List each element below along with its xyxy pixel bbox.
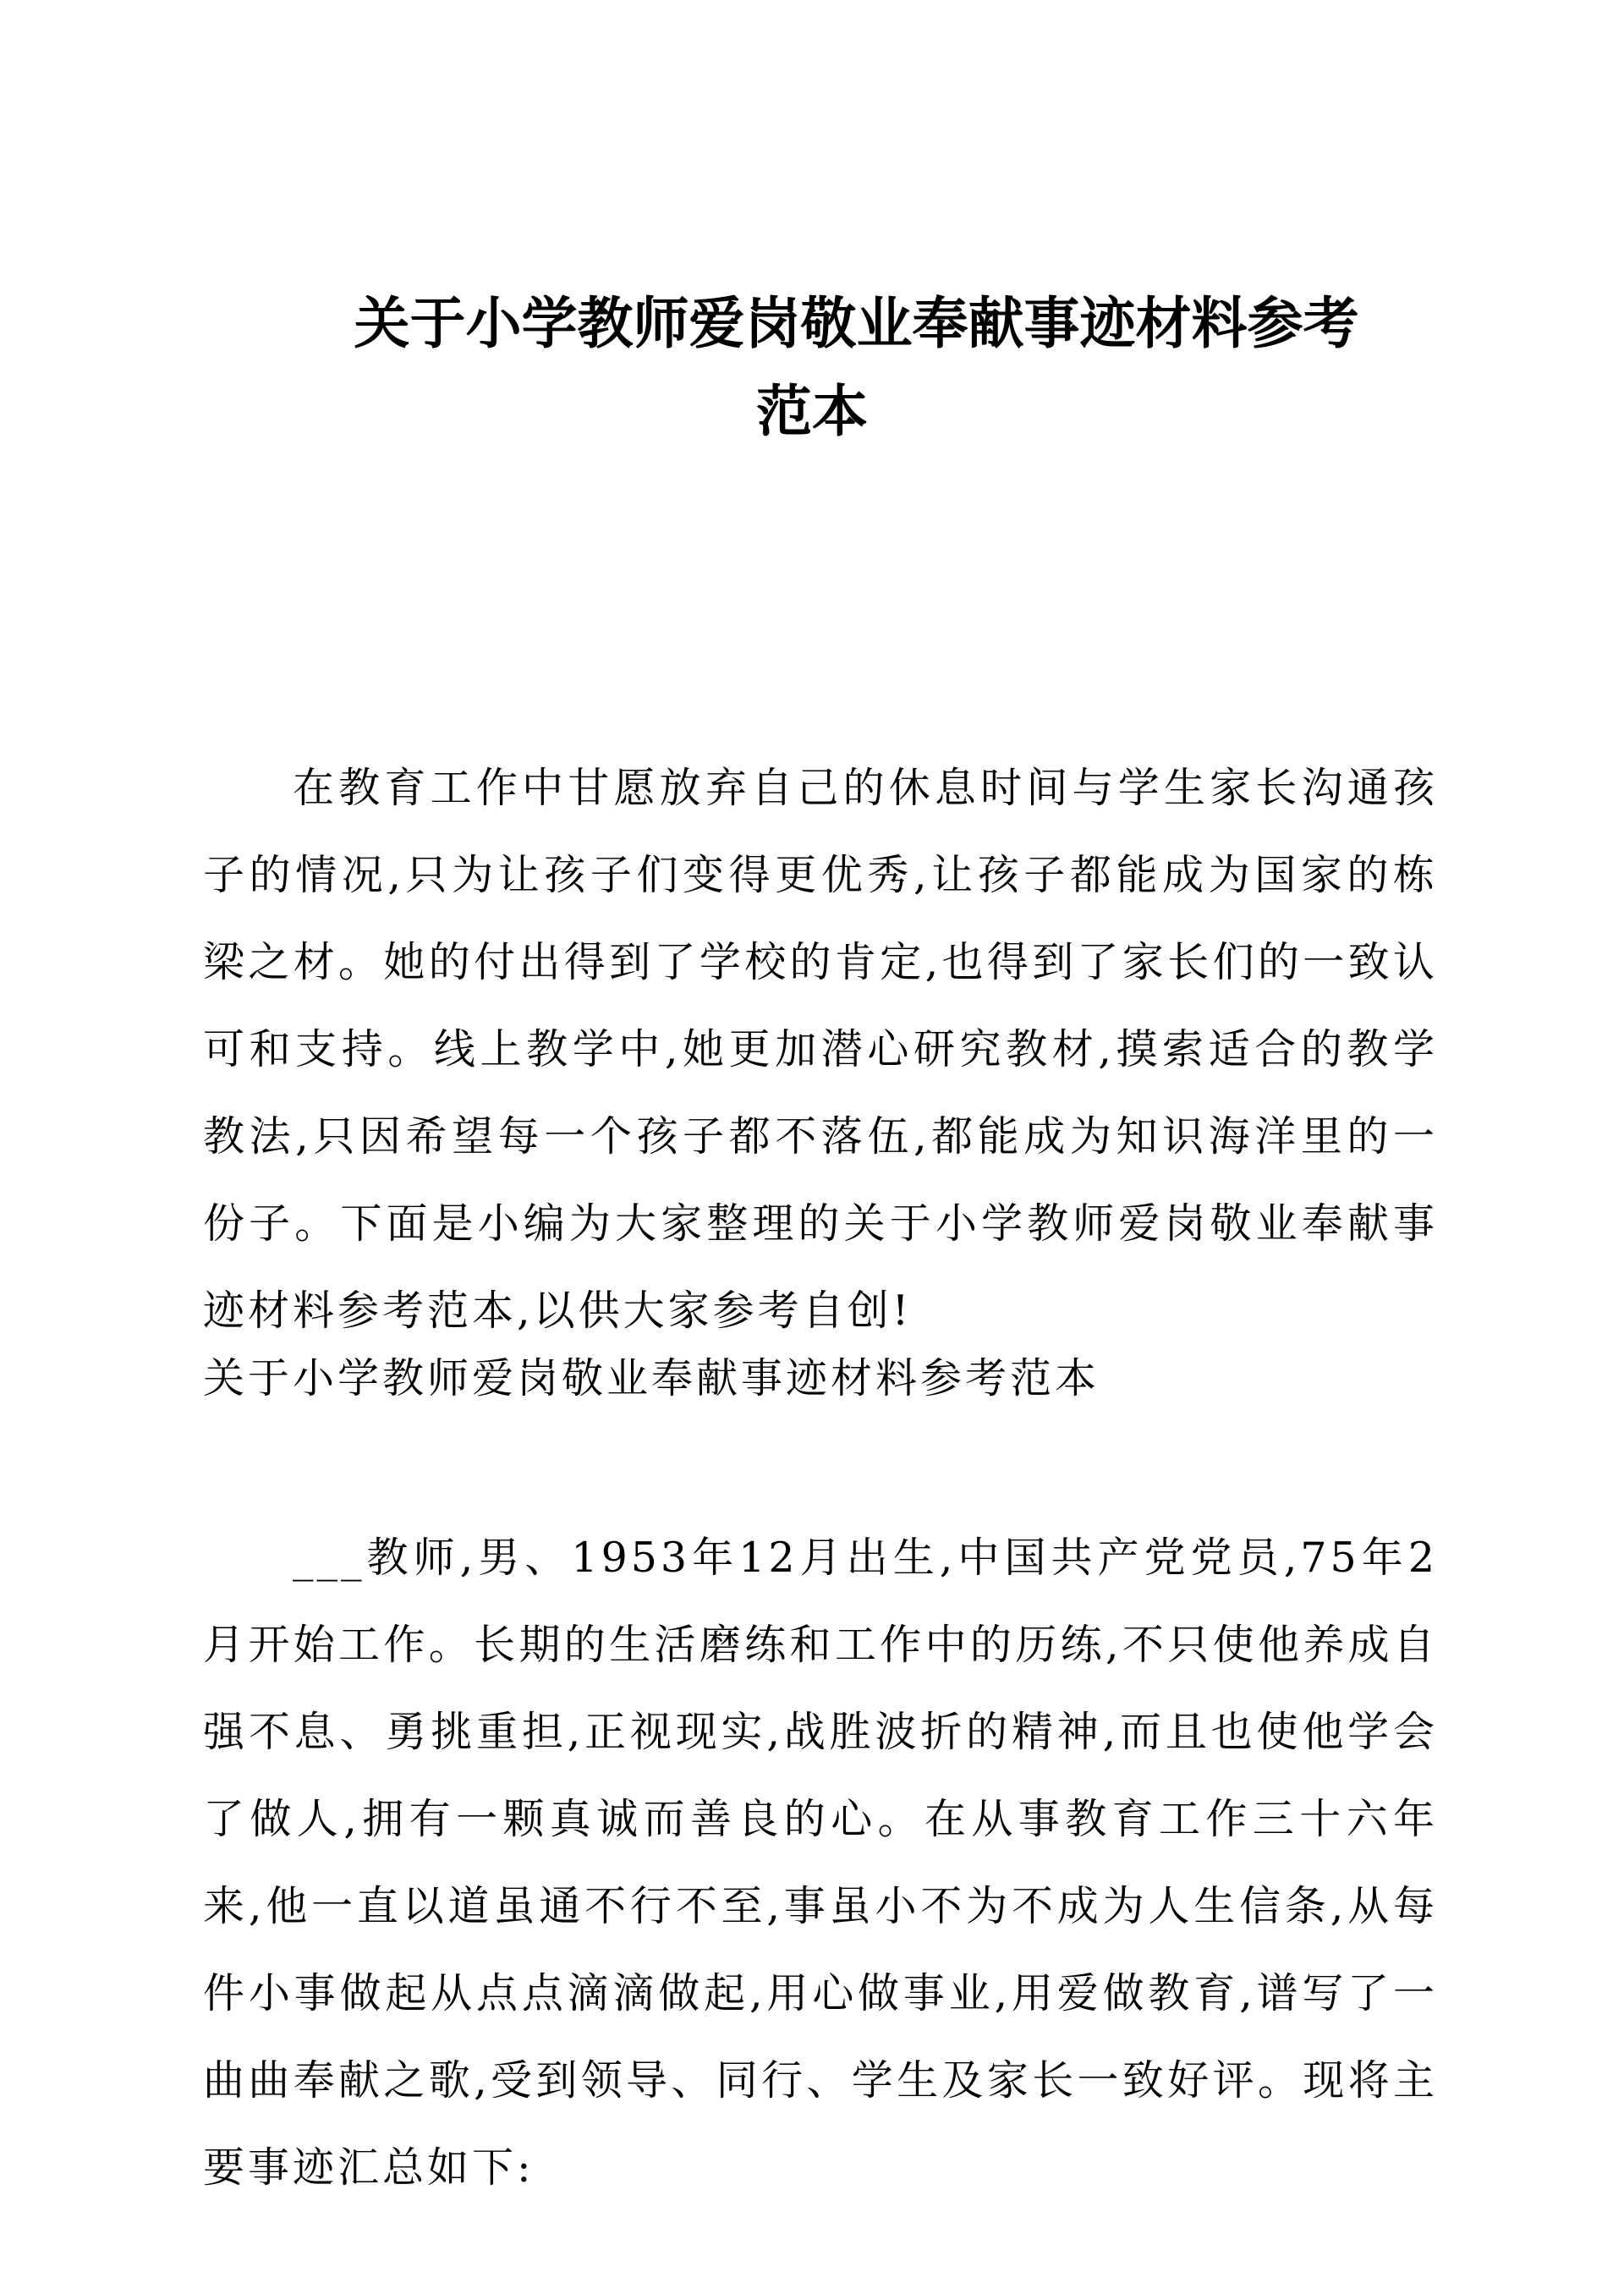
body-paragraph: ___教师,男、1953年12月出生,中国共产党党员,75年2月开始工作。长期的生活磨练和工作中的历练,不只使他养成自强不息、勇挑重担,正视现实,战胜波折的精神,而且也使他学会了做人,拥有一颗真诚而善良的心。在从事教育工作三十六年来,他一直以道虽通不行不至,事虽小不为不成为人生信条,从每件小事做起从点点滴滴做起,用心做事业,用爱做教育,谱写了一曲曲奉献之歌,受到领导、同行、学生及家长一致好评。现将主要事迹汇总如下:	[203, 1534, 1438, 2192]
intro-paragraph: 在教育工作中甘愿放弃自己的休息时间与学生家长沟通孩子的情况,只为让孩子们变得更优秀,让孩子都能成为国家的栋梁之材。她的付出得到了学校的肯定,也得到了家长们的一致认可和支持。线上教学中,她更加潜心研究教材,摸索适合的教学教法,只因希望每一个孩子都不落伍,都能成为知识海洋里的一份子。下面是小编为大家整理的关于小学教师爱岗敬业奉献事迹材料参考范本,以供大家参考自创!	[203, 764, 1438, 1335]
section-subheading: 关于小学教师爱岗敬业奉献事迹材料参考范本	[203, 1354, 1100, 1402]
document-title-line-2: 范本	[756, 378, 868, 444]
document-title-line-1: 关于小学教师爱岗敬业奉献事迹材料参考	[354, 290, 1359, 356]
